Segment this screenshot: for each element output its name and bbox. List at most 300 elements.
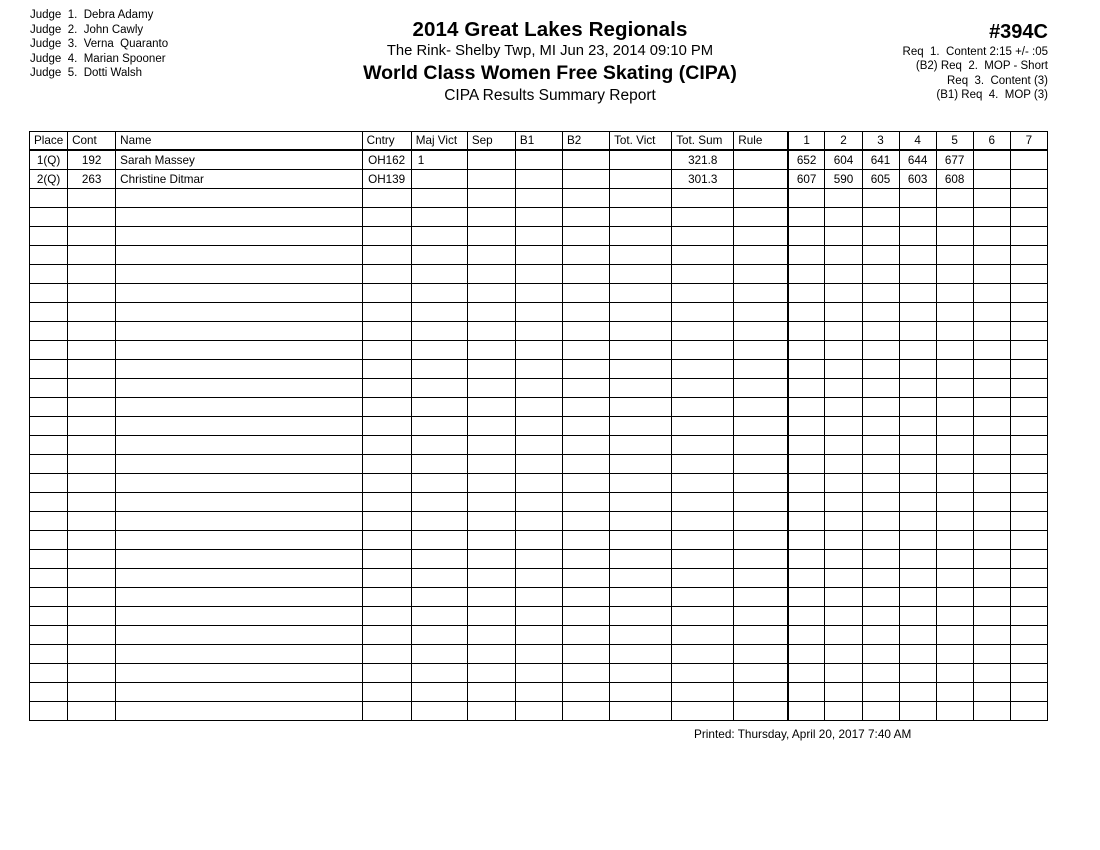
cell-judge-score-3: 605 (862, 170, 899, 189)
cell-empty (610, 227, 672, 246)
cell-empty (1010, 702, 1047, 721)
cell-empty (610, 531, 672, 550)
table-row-empty (30, 626, 1048, 645)
cell-empty (116, 208, 362, 227)
table-row-empty (30, 550, 1048, 569)
cell-empty (563, 398, 610, 417)
cell-empty (973, 550, 1010, 569)
requirement-label: Req 3. (947, 74, 985, 87)
cell-empty (825, 208, 862, 227)
cell-empty (116, 588, 362, 607)
cell-empty (825, 360, 862, 379)
cell-empty (1010, 246, 1047, 265)
cell-empty (973, 322, 1010, 341)
cell-empty (563, 512, 610, 531)
cell-empty (411, 246, 467, 265)
judge-entry (30, 23, 168, 38)
judge-label: Judge (30, 9, 62, 21)
cell-empty (973, 607, 1010, 626)
cell-empty (362, 208, 411, 227)
cell-empty (610, 607, 672, 626)
cell-tot-vict (610, 150, 672, 170)
cell-empty (973, 512, 1010, 531)
cell-empty (734, 550, 788, 569)
results-table (29, 131, 1048, 721)
cell-empty (672, 208, 734, 227)
cell-empty (862, 569, 899, 588)
cell-empty (411, 588, 467, 607)
cell-empty (899, 569, 936, 588)
cell-empty (563, 189, 610, 208)
cell-empty (515, 531, 562, 550)
cell-empty (936, 455, 973, 474)
cell-empty (1010, 398, 1047, 417)
cell-empty (672, 398, 734, 417)
cell-empty (30, 284, 68, 303)
cell-empty (899, 360, 936, 379)
report-header (260, 18, 840, 106)
cell-empty (936, 512, 973, 531)
cell-tot-sum: 301.3 (672, 170, 734, 189)
cell-empty (936, 189, 973, 208)
cell-empty (936, 417, 973, 436)
column-header-judge-6: 6 (973, 132, 1010, 151)
cell-empty (1010, 493, 1047, 512)
cell-empty (467, 208, 515, 227)
cell-empty (936, 664, 973, 683)
cell-empty (563, 322, 610, 341)
cell-empty (116, 379, 362, 398)
cell-empty (467, 246, 515, 265)
cell-place: 1(Q) (30, 150, 68, 170)
cell-empty (1010, 208, 1047, 227)
cell-empty (973, 455, 1010, 474)
cell-empty (899, 227, 936, 246)
cell-empty (411, 683, 467, 702)
cell-empty (68, 265, 116, 284)
cell-empty (899, 303, 936, 322)
cell-empty (734, 341, 788, 360)
cell-empty (788, 550, 825, 569)
cell-empty (563, 417, 610, 436)
cell-empty (116, 702, 362, 721)
cell-empty (788, 417, 825, 436)
cell-empty (734, 683, 788, 702)
judge-label: Judge (30, 23, 62, 36)
cell-empty (936, 550, 973, 569)
cell-empty (467, 398, 515, 417)
cell-empty (862, 702, 899, 721)
cell-empty (825, 607, 862, 626)
printed-timestamp: Printed: Thursday, April 20, 2017 7:40 AM (694, 727, 912, 741)
cell-empty (362, 398, 411, 417)
cell-empty (825, 474, 862, 493)
cell-empty (116, 227, 362, 246)
cell-empty (936, 341, 973, 360)
table-row-empty (30, 227, 1048, 246)
cell-empty (467, 588, 515, 607)
cell-empty (862, 417, 899, 436)
cell-empty (610, 569, 672, 588)
cell-cntry: OH139 (362, 170, 411, 189)
cell-empty (515, 398, 562, 417)
cell-empty (467, 626, 515, 645)
cell-empty (116, 341, 362, 360)
cell-empty (788, 607, 825, 626)
cell-empty (610, 474, 672, 493)
cell-empty (68, 607, 116, 626)
column-header-b2: B2 (563, 132, 610, 151)
cell-empty (563, 588, 610, 607)
cell-empty (610, 645, 672, 664)
cell-empty (411, 531, 467, 550)
column-header-judge-4: 4 (899, 132, 936, 151)
cell-empty (515, 360, 562, 379)
table-body (30, 150, 1048, 721)
cell-empty (563, 645, 610, 664)
cell-empty (862, 284, 899, 303)
table-row-empty (30, 398, 1048, 417)
cell-empty (734, 417, 788, 436)
cell-empty (467, 303, 515, 322)
cell-empty (1010, 455, 1047, 474)
cell-empty (610, 512, 672, 531)
cell-empty (116, 303, 362, 322)
judge-number: 5. (61, 67, 78, 80)
cell-empty (734, 531, 788, 550)
cell-empty (899, 645, 936, 664)
cell-empty (825, 284, 862, 303)
cell-empty (788, 436, 825, 455)
cell-empty (68, 588, 116, 607)
cell-empty (362, 702, 411, 721)
cell-empty (30, 702, 68, 721)
cell-empty (362, 284, 411, 303)
cell-empty (973, 436, 1010, 455)
cell-empty (788, 379, 825, 398)
requirement-text: MOP - Short (977, 60, 1048, 73)
table-row-empty (30, 417, 1048, 436)
judge-label: Judge (30, 38, 62, 51)
cell-empty (973, 626, 1010, 645)
cell-empty (116, 607, 362, 626)
cell-empty (68, 284, 116, 303)
cell-empty (362, 550, 411, 569)
cell-empty (1010, 436, 1047, 455)
cell-tot-vict (610, 170, 672, 189)
cell-empty (788, 227, 825, 246)
cell-empty (610, 436, 672, 455)
cell-empty (734, 436, 788, 455)
cell-empty (672, 303, 734, 322)
cell-empty (515, 664, 562, 683)
cell-b1 (515, 150, 562, 170)
cell-empty (362, 265, 411, 284)
table-row-empty (30, 493, 1048, 512)
cell-empty (610, 360, 672, 379)
cell-empty (68, 360, 116, 379)
cell-judge-score-1: 652 (788, 150, 825, 170)
cell-empty (30, 379, 68, 398)
cell-empty (862, 493, 899, 512)
cell-empty (672, 569, 734, 588)
requirement-bonus-prefix: (B1) (936, 88, 962, 101)
cell-empty (563, 455, 610, 474)
cell-empty (68, 645, 116, 664)
cell-empty (862, 189, 899, 208)
cell-empty (936, 493, 973, 512)
cell-empty (362, 607, 411, 626)
table-row-empty (30, 512, 1048, 531)
cell-empty (610, 265, 672, 284)
cell-empty (30, 341, 68, 360)
cell-empty (467, 474, 515, 493)
cell-empty (68, 417, 116, 436)
cell-empty (610, 664, 672, 683)
cell-empty (362, 417, 411, 436)
table-row-empty (30, 322, 1048, 341)
judge-entry (30, 37, 168, 52)
cell-judge-score-6 (973, 150, 1010, 170)
cell-empty (610, 550, 672, 569)
cell-empty (610, 189, 672, 208)
cell-empty (862, 398, 899, 417)
cell-empty (515, 208, 562, 227)
cell-empty (825, 246, 862, 265)
cell-empty (825, 588, 862, 607)
cell-empty (825, 265, 862, 284)
cell-empty (411, 626, 467, 645)
cell-empty (825, 569, 862, 588)
cell-empty (899, 512, 936, 531)
requirement-bonus-prefix: (B2) (915, 60, 941, 73)
cell-empty (362, 683, 411, 702)
table-row-empty (30, 569, 1048, 588)
cell-empty (1010, 512, 1047, 531)
cell-empty (68, 322, 116, 341)
cell-empty (734, 360, 788, 379)
cell-empty (411, 474, 467, 493)
cell-name: Sarah Massey (116, 150, 362, 170)
cell-empty (734, 569, 788, 588)
cell-empty (788, 303, 825, 322)
cell-empty (825, 493, 862, 512)
cell-judge-score-3: 641 (862, 150, 899, 170)
cell-empty (672, 189, 734, 208)
cell-empty (362, 341, 411, 360)
cell-empty (788, 455, 825, 474)
cell-empty (672, 379, 734, 398)
requirement-label: Req 4. (961, 88, 999, 101)
cell-empty (515, 265, 562, 284)
cell-empty (734, 379, 788, 398)
cell-empty (936, 398, 973, 417)
table-row-empty (30, 246, 1048, 265)
cell-empty (825, 322, 862, 341)
cell-empty (1010, 341, 1047, 360)
cell-empty (362, 474, 411, 493)
cell-empty (788, 474, 825, 493)
cell-empty (973, 379, 1010, 398)
column-header-judge-1: 1 (788, 132, 825, 151)
column-header-name: Name (116, 132, 362, 151)
table-row-empty (30, 208, 1048, 227)
cell-empty (515, 284, 562, 303)
cell-empty (936, 303, 973, 322)
cell-empty (610, 398, 672, 417)
cell-empty (68, 569, 116, 588)
cell-judge-score-5: 677 (936, 150, 973, 170)
cell-empty (116, 550, 362, 569)
cell-empty (788, 189, 825, 208)
cell-empty (362, 493, 411, 512)
cell-empty (973, 474, 1010, 493)
judge-entry (30, 8, 168, 23)
cell-empty (116, 265, 362, 284)
cell-empty (515, 702, 562, 721)
cell-empty (1010, 531, 1047, 550)
cell-empty (362, 360, 411, 379)
cell-empty (68, 550, 116, 569)
cell-empty (788, 683, 825, 702)
requirement-line (903, 88, 1048, 102)
cell-empty (116, 360, 362, 379)
cell-empty (788, 702, 825, 721)
cell-empty (411, 284, 467, 303)
cell-empty (672, 588, 734, 607)
cell-empty (68, 303, 116, 322)
cell-empty (467, 702, 515, 721)
cell-maj-vict: 1 (411, 150, 467, 170)
cell-empty (563, 664, 610, 683)
cell-empty (30, 588, 68, 607)
cell-empty (68, 474, 116, 493)
cell-empty (30, 664, 68, 683)
cell-empty (1010, 189, 1047, 208)
cell-empty (862, 360, 899, 379)
cell-empty (563, 531, 610, 550)
cell-empty (734, 588, 788, 607)
cell-empty (1010, 417, 1047, 436)
cell-empty (973, 493, 1010, 512)
requirement-label: Req 1. (902, 46, 940, 58)
cell-empty (610, 455, 672, 474)
column-header-judge-5: 5 (936, 132, 973, 151)
cell-empty (734, 645, 788, 664)
cell-empty (825, 436, 862, 455)
cell-empty (734, 702, 788, 721)
cell-empty (610, 208, 672, 227)
cell-empty (362, 379, 411, 398)
cell-empty (515, 455, 562, 474)
cell-empty (973, 341, 1010, 360)
cell-empty (362, 588, 411, 607)
table-row (30, 170, 1048, 189)
cell-empty (116, 645, 362, 664)
cell-empty (825, 227, 862, 246)
cell-empty (30, 436, 68, 455)
cell-empty (899, 265, 936, 284)
cell-empty (862, 607, 899, 626)
cell-empty (411, 303, 467, 322)
cell-empty (610, 246, 672, 265)
cell-empty (672, 702, 734, 721)
cell-judge-score-7 (1010, 170, 1047, 189)
cell-empty (362, 531, 411, 550)
cell-empty (467, 322, 515, 341)
cell-empty (563, 626, 610, 645)
cell-empty (825, 664, 862, 683)
cell-empty (116, 417, 362, 436)
table-row-empty (30, 341, 1048, 360)
cell-empty (563, 265, 610, 284)
cell-empty (1010, 664, 1047, 683)
cell-empty (899, 550, 936, 569)
cell-empty (734, 284, 788, 303)
cell-empty (734, 664, 788, 683)
cell-empty (862, 341, 899, 360)
cell-empty (30, 626, 68, 645)
cell-empty (1010, 227, 1047, 246)
cell-empty (788, 246, 825, 265)
cell-empty (1010, 569, 1047, 588)
cell-empty (734, 208, 788, 227)
cell-empty (610, 284, 672, 303)
cell-empty (467, 683, 515, 702)
cell-empty (30, 322, 68, 341)
cell-empty (515, 683, 562, 702)
cell-empty (672, 417, 734, 436)
cell-empty (862, 531, 899, 550)
cell-empty (936, 379, 973, 398)
cell-cntry: OH162 (362, 150, 411, 170)
cell-empty (1010, 683, 1047, 702)
cell-empty (610, 322, 672, 341)
column-header-b1: B1 (515, 132, 562, 151)
event-title: World Class Women Free Skating (CIPA) (363, 62, 737, 84)
cell-place: 2(Q) (30, 170, 68, 189)
cell-empty (467, 455, 515, 474)
judge-name: Dotti Walsh (77, 67, 143, 80)
cell-empty (672, 512, 734, 531)
cell-empty (30, 455, 68, 474)
table-row-empty (30, 588, 1048, 607)
judge-entry (30, 52, 168, 67)
cell-empty (467, 284, 515, 303)
cell-empty (862, 265, 899, 284)
table-row-empty (30, 189, 1048, 208)
cell-empty (936, 436, 973, 455)
column-header-judge-3: 3 (862, 132, 899, 151)
cell-judge-score-6 (973, 170, 1010, 189)
cell-empty (1010, 303, 1047, 322)
requirement-label: Req 2. (940, 60, 978, 73)
cell-empty (936, 569, 973, 588)
cell-empty (825, 626, 862, 645)
cell-empty (672, 284, 734, 303)
cell-empty (936, 626, 973, 645)
judge-entry (30, 66, 168, 81)
table-row-empty (30, 360, 1048, 379)
cell-empty (362, 626, 411, 645)
cell-empty (362, 303, 411, 322)
cell-empty (610, 417, 672, 436)
cell-empty (515, 417, 562, 436)
cell-empty (788, 265, 825, 284)
cell-empty (825, 550, 862, 569)
cell-empty (899, 208, 936, 227)
cell-empty (825, 702, 862, 721)
